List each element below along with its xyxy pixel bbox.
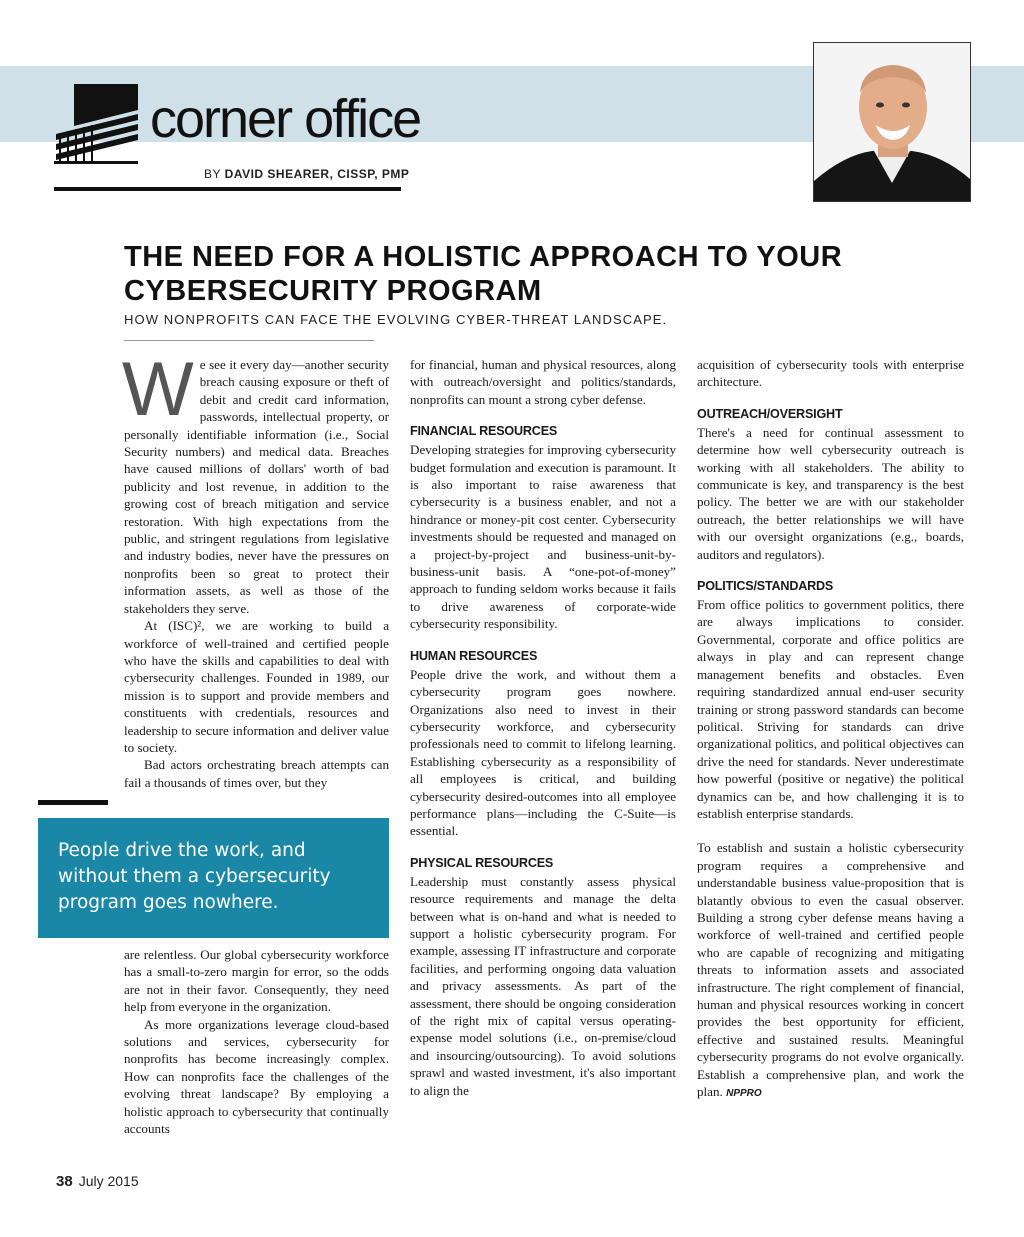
heading-politics: POLITICS/STANDARDS <box>697 579 834 594</box>
subhead: HOW NONPROFITS CAN FACE THE EVOLVING CYBER-THREAT LANDSCAPE. <box>124 312 668 327</box>
byline <box>204 167 409 181</box>
cloud-paragraph: As more organizations leverage cloud-based solutions and services, cybersecurity for nonprofits has become increasingly complex. How can nonprofits face the challenges of the evolving threat landscape? By employing a holistic approach to cybersecurity that continually accounts <box>124 1016 389 1137</box>
human-paragraph: People drive the work, and without them a cybersecurity program goes nowhere. Organizations also need to invest in their cybersecurity workforce, and cybersecurity professionals need to commit to lifelong learning. Establishing cybersecurity as a responsibility of all employees is critical, and building cybersecurity desired-outcomes into all employee performance plans—including the C-Suite—is essential. <box>410 666 676 839</box>
column-2 <box>410 356 676 1099</box>
pull-quote: People drive the work, and without them a cybersecurity program goes nowhere. <box>58 840 331 913</box>
acquisition-paragraph: acquisition of cybersecurity tools with enterprise architecture. <box>697 357 964 390</box>
pull-quote-bar <box>38 800 108 805</box>
page-number: 38 <box>56 1173 73 1190</box>
column-1-continued <box>124 946 389 1137</box>
politics-paragraph: From office politics to government politics, there are always implications to consider. Governmental, corporate and office politics are always in play and can represent change management benefits and obstacles. Even requiring standardized annual end-user security training or strong password standards can become political. Striving for standards can drive organizational politics, and political objectives can drive the need for standards. Never underestimate how powerful (positive or negative) the political dynamics can be, and how challenging it is to establish enterprise standards. <box>697 597 964 821</box>
heading-outreach: OUTREACH/OVERSIGHT <box>697 406 843 421</box>
physical-paragraph: Leadership must constantly assess physical resource requirements and manage the delta between what is on-hand and what is needed to support a holistic cybersecurity program. For example, assessing IT infrastructure and corporate facilities, and performing ongoing data valuation and privacy assessments. As part of the assessment, there should be ongoing consideration of the right mix of capital versus operating-expense model solutions (i.e., on-premise/cloud and insourcing/outsourcing). To avoid solutions sprawl and wasted investment, it's also important to align the <box>410 873 676 1098</box>
intro-text: e see it every day—another security breach causing exposure or theft of debit and credit card information, passwords, intellectual property, or personally identifiable information (i.e., Social Security numbers) and medical data. Breaches have caused millions of dollars' worth of bad publicity and lost revenue, in addition to the growing cost of breach mitigation and service restoration. With high expectations from the public, and stringent regulations from legislative and industry bodies, never have the pressures on nonprofits been so great to protect their information assets, as well as those of the stakeholders they serve. <box>124 357 389 616</box>
closing-paragraph <box>697 839 964 1102</box>
relentless-paragraph: are relentless. Our global cybersecurity workforce has a small-to-zero margin for error, so the odds are not in their favor. Consequently, they need help from everyone in the organization. <box>124 947 389 1015</box>
issue-date: July 2015 <box>78 1173 139 1189</box>
column-1 <box>122 347 389 791</box>
header-rule <box>54 187 401 191</box>
heading-financial: FINANCIAL RESOURCES <box>410 424 558 439</box>
end-mark: NPPRO <box>726 1088 762 1100</box>
bad-actors-paragraph: Bad actors orchestrating breach attempts can fail a thousands of times over, but they <box>124 757 389 790</box>
headline: THE NEED FOR A HOLISTIC APPROACH TO YOUR CYBERSECURITY PROGRAM <box>124 241 843 307</box>
author-photo <box>813 42 971 202</box>
column-3 <box>697 356 964 1102</box>
outreach-paragraph: There's a need for continual assessment to determine how well cybersecurity outreach is working with all stakeholders. The ability to communicate is key, and transparency is the best policy. The better we are with our stakeholder outreach, the better relationships we will have with our oversight organizations (e.g., boards, auditors and regulators). <box>697 424 964 562</box>
financial-paragraph: Developing strategies for improving cybersecurity budget formulation and execution is paramount. It is also important to raise awareness that cybersecurity is a business enabler, and not a hindrance or money-pit cost center. Cybersecurity investments should be requested and managed on a project-by-project and business-unit-by-business-unit basis. A “one-pot-of-money” approach to funding seldom works because it fails to drive awareness of corporate-wide cybersecurity responsibility. <box>410 442 676 632</box>
subhead-rule <box>124 340 374 341</box>
closing-text: To establish and sustain a holistic cybersecurity program requires a comprehensive and understandable business value-proposition that is blatantly obvious to even the casual observer. Building a strong cyber defense means having a workforce of well-trained and certified people who are capable of recognizing and mitigating threats to information assets and associated infrastructure. The right complement of financial, human and physical resources working in concert provides the best opportunity for efficient, effective and sustained results. Meaningful cybersecurity programs do not evolve organically. Establish a comprehensive plan, and work the plan. <box>697 840 964 1100</box>
holistic-paragraph: for financial, human and physical resources, along with outreach/oversight and politics/standards, nonprofits can mount a strong cyber defense. <box>410 357 676 407</box>
drop-cap: W <box>122 347 194 432</box>
byline-prefix: BY <box>204 167 221 181</box>
column-name: corner office <box>150 89 421 149</box>
intro-paragraph <box>122 347 389 617</box>
heading-human: HUMAN RESOURCES <box>410 648 538 663</box>
heading-physical: PHYSICAL RESOURCES <box>410 855 554 870</box>
byline-author: DAVID SHEARER, CISSP, PMP <box>224 167 410 181</box>
page-footer <box>56 1173 139 1190</box>
isc2-paragraph: At (ISC)², we are working to build a workforce of well-trained and certified people who have the skills and capabilities to deal with cybersecurity challenges. Founded in 1989, our mission is to support and provide members and constituents with credentials, resources and leadership to secure information and deliver value to society. <box>124 618 389 755</box>
building-logo-icon <box>54 80 138 164</box>
